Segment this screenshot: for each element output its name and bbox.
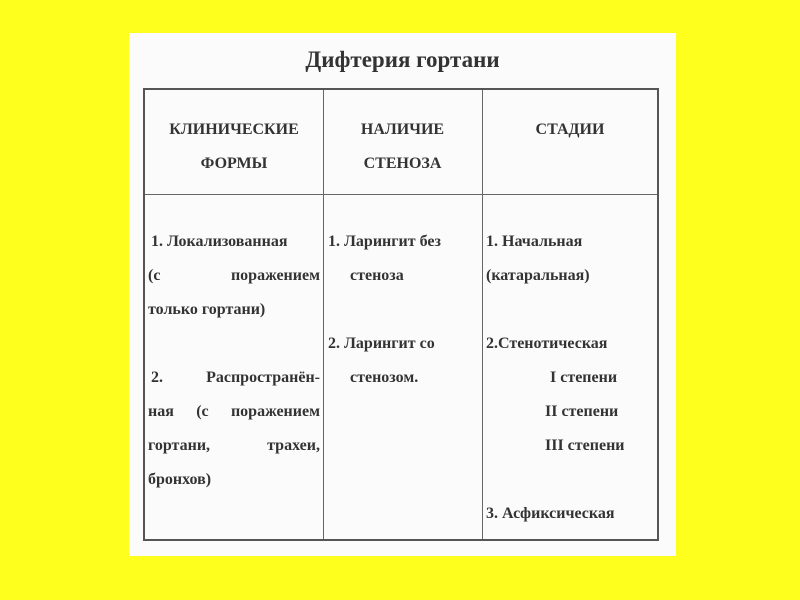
clinical-forms-cell: 1. Локализованная (с поражением только гортани) 2. Распространён- ная (с поражением гортани, трахеи, бронхов)	[148, 225, 320, 497]
column-divider	[482, 90, 483, 539]
header-stenosis: НАЛИЧИЕ СТЕНОЗА	[360, 121, 445, 172]
form-item-localized: 1. Локализованная	[151, 233, 288, 250]
stage-stenotic: 2.Стенотическая	[486, 335, 608, 352]
stenosis-degree-1: I степени	[550, 369, 618, 386]
stenosis-degree-3: III степени	[545, 437, 625, 454]
header-divider	[145, 194, 657, 195]
classification-table	[143, 88, 659, 541]
stage-asphyxial: 3. Асфиксическая	[486, 505, 615, 522]
stenosis-degree-2: II степени	[545, 403, 619, 420]
laryngitis-with-stenosis: 2. Ларингит со	[328, 335, 435, 352]
document-sheet	[129, 33, 676, 556]
stenosis-cell: 1. Ларингит без стеноза 2. Ларингит со стенозом.	[328, 225, 482, 395]
header-clinical-forms: КЛИНИЧЕСКИЕ ФОРМЫ	[169, 121, 299, 172]
stage-initial: 1. Начальная	[486, 233, 583, 250]
laryngitis-without-stenosis: 1. Ларингит без	[328, 233, 441, 250]
header-stages: СТАДИИ	[535, 121, 605, 138]
form-item-widespread: 2. Распространён-	[151, 369, 320, 386]
page-title: Дифтерия гортани	[305, 47, 500, 72]
stages-cell: 1. Начальная (катаральная) 2.Стенотическая I степени II степени III степени 3. Асфиксическая	[486, 225, 658, 531]
